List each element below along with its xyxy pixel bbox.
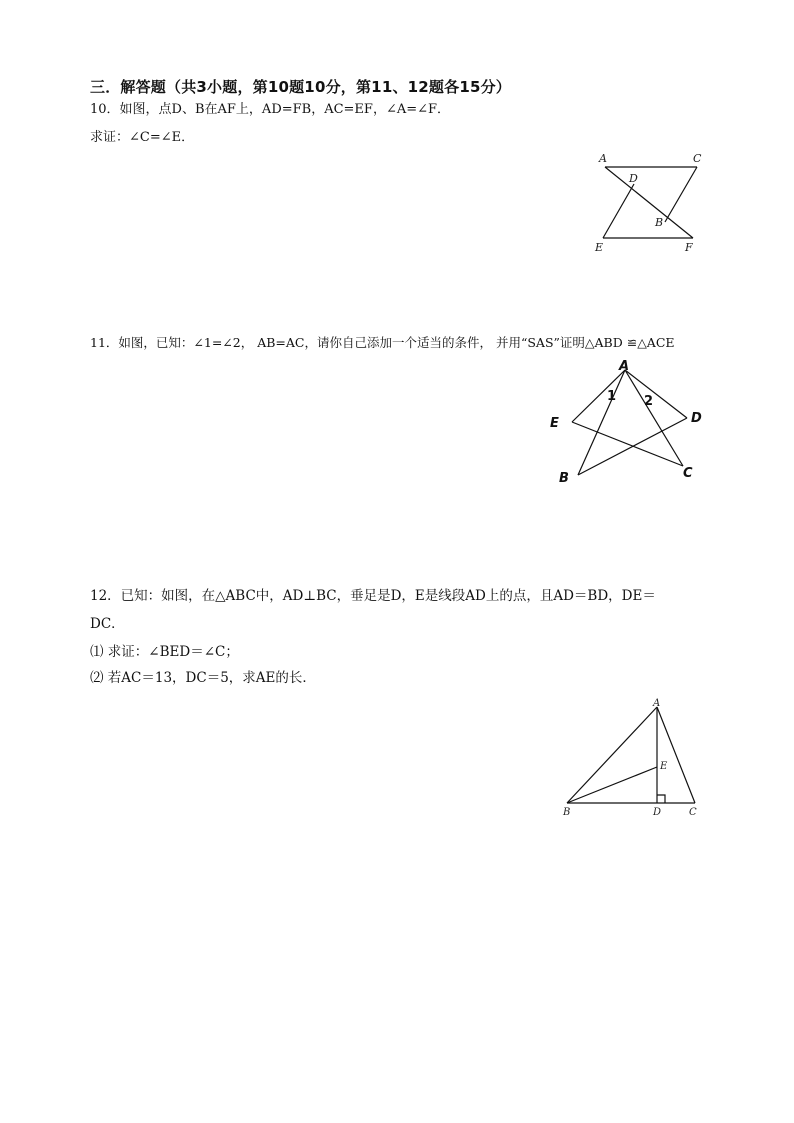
q11-figure <box>545 358 715 488</box>
q12-statement-cont: DC． <box>90 616 125 632</box>
q11-label-B: B <box>559 471 569 486</box>
q11-statement: 11．如图，已知：∠1=∠2， AB=AC，请你自己添加一个适当的条件， 并用“SAS”证明△ABD ≌△ACE <box>90 335 675 350</box>
q10-seg-DE <box>603 184 634 238</box>
q11-seg-AB <box>578 370 625 475</box>
q11-label-1: 1 <box>607 389 617 404</box>
q10-label-A: A <box>599 152 607 165</box>
q12-seg-BE <box>567 767 657 803</box>
q11-seg-AC <box>625 370 683 466</box>
q12-label-E: E <box>660 761 668 772</box>
q12-part2: ⑵ 若AC＝13，DC＝5，求AE的长． <box>90 670 316 686</box>
q11-label-C: C <box>683 466 693 481</box>
q11-label-2: 2 <box>644 394 654 409</box>
q10-label-E: E <box>595 241 604 254</box>
q10-label-D: D <box>629 172 638 185</box>
q10-seg-AF <box>605 167 693 238</box>
q12-figure <box>555 695 705 825</box>
q11-label-A: A <box>619 359 630 374</box>
q12-part1: ⑴ 求证：∠BED＝∠C； <box>90 644 239 660</box>
q12-label-A: A <box>653 698 661 709</box>
q12-label-B: B <box>563 807 571 818</box>
q11-seg-AD <box>625 370 687 418</box>
q12-right-angle-mark <box>657 795 665 803</box>
q12-seg-AB <box>567 707 657 803</box>
q10-statement: 10．如图，点D、B在AF上，AD=FB，AC=EF，∠A=∠F． <box>90 102 451 117</box>
q11-seg-AE <box>572 370 625 422</box>
q10-label-F: F <box>685 241 693 254</box>
q10-label-C: C <box>693 152 702 165</box>
q12-label-D: D <box>653 807 662 818</box>
q12-label-C: C <box>689 807 697 818</box>
q11-label-D: D <box>691 411 702 426</box>
q11-label-E: E <box>550 416 559 431</box>
q10-figure <box>585 148 705 258</box>
q12-seg-AC <box>657 707 695 803</box>
q10-label-B: B <box>655 216 664 229</box>
q12-statement: 12．已知：如图，在△ABC中，AD⊥BC，垂足是D，E是线段AD上的点，且AD＝BD，DE＝ <box>90 588 656 604</box>
section-title: 三．解答题（共3小题，第10题10分，第11、12题各15分） <box>90 78 512 96</box>
q10-prove: 求证：∠C=∠E． <box>90 130 195 145</box>
q10-seg-CB <box>665 167 697 222</box>
